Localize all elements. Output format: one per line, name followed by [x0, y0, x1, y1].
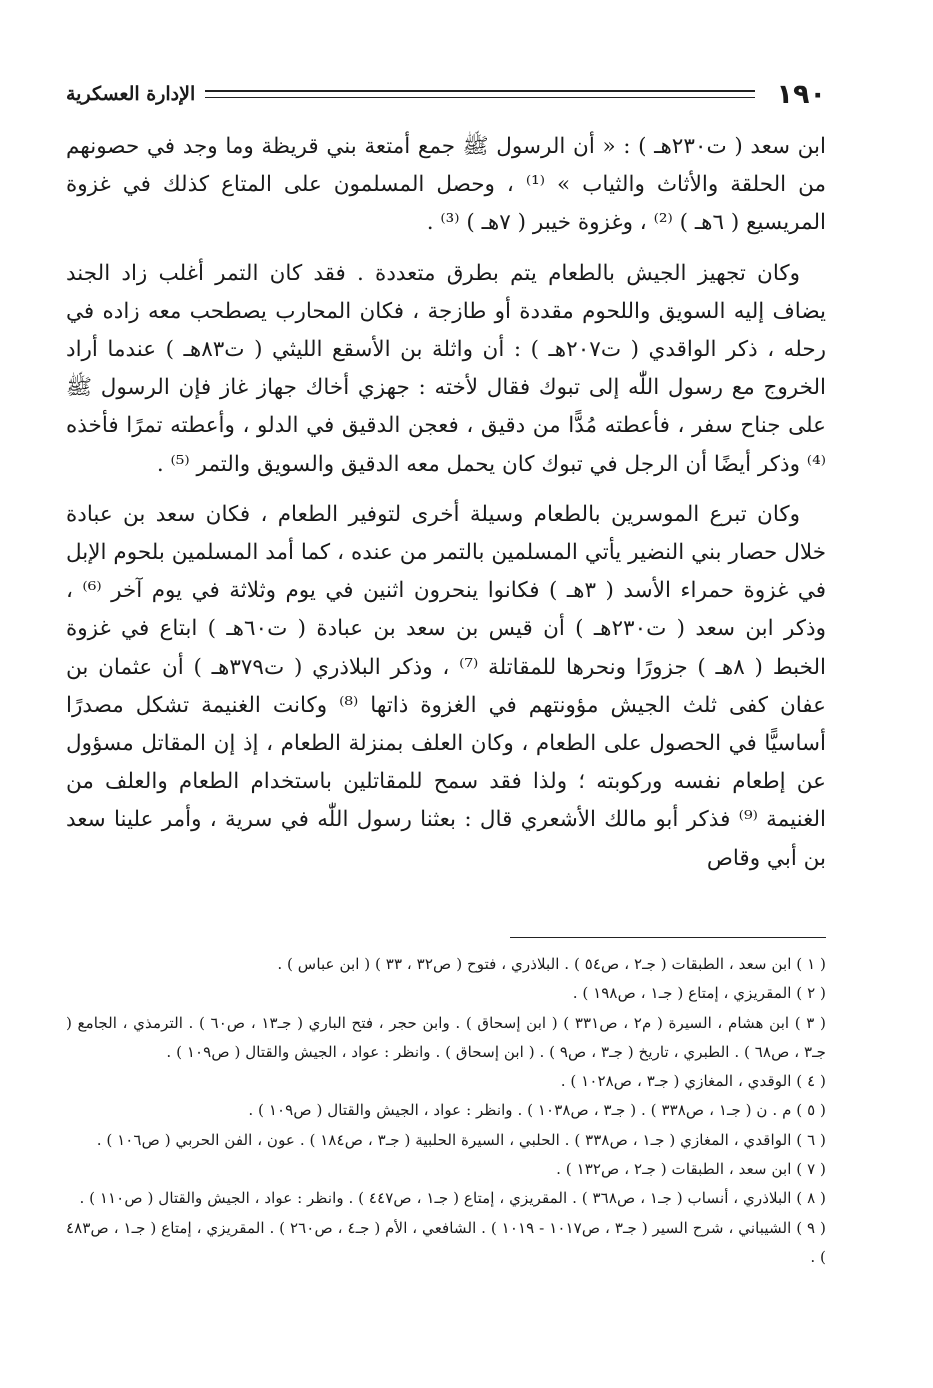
footnotes: [66, 950, 826, 1272]
running-title: الإدارة العسكرية: [66, 83, 196, 105]
page-header: [66, 74, 826, 114]
footnote: ( ٦ ) الواقدي ، المغازي ( جـ١ ، ص٣٣٨ ) . الحلبي ، السيرة الحلبية ( جـ٣ ، ص١٨٤ ) . عون ، الفن الحربي ( ص١٠٦ ) .: [96, 1130, 826, 1149]
footnote: ( ٨ ) البلاذري ، أنساب ( جـ١ ، ص٣٦٨ ) . المقريزي ، إمتاع ( جـ١ ، ص٤٤٧ ) . وانظر : عواد ، الجيش والقتال ( ص١١٠ ) .: [79, 1189, 826, 1208]
paragraph: وكان تبرع الموسرين بالطعام وسيلة أخرى لتوفير الطعام ، فكان سعد بن عبادة خلال حصار بني النضير يأتي المسلمين بالتمر من عنده ، كما أمد المسلمين بلحوم الإبل في غزوة حمراء الأسد ( ٣هـ ) فكانوا ينحرون اثنين في يوم وثلاثة في يوم آخر ⁽⁶⁾ ، وذكر ابن سعد ( ت٢٣٠هـ ) أن قيس بن سعد بن عبادة ( ت٦٠هـ ) ابتاع في غزوة الخبط ( ٨هـ ) جزورًا ونحرها للمقاتلة ⁽⁷⁾ ، وذكر البلاذري ( ت٣٧٩هـ ) أن عثمان بن عفان كفى ثلث الجيش مؤونتهم في الغزوة ذاتها ⁽⁸⁾ وكانت الغنيمة تشكل مصدرًا أساسيًّا في الحصول على الطعام ، وكان العلف بمنزلة الطعام ، إذ إن المقاتل مسؤول عن إطعام نفسه وركوبته ؛ ولذا فقد سمح للمقاتلين باستخدام الطعام والعلف من الغنيمة ⁽⁹⁾ فذكر أبو مالك الأشعري قال : بعثنا رسول اللّٰه في سرية ، وأمر علينا سعد بن أبي وقاص: [66, 501, 826, 871]
footnote-separator: [510, 937, 826, 938]
footnote: ( ١ ) ابن سعد ، الطبقات ( جـ٢ ، ص٥٤ ) . البلاذري ، فتوح ( ص٣٢ ، ٣٣ ) ( ابن عباس ) .: [277, 955, 826, 973]
paragraph: ابن سعد ( ت٢٣٠هـ ) : « أن الرسول ﷺ جمع أمتعة بني قريظة وما وجد في حصونهم من الحلقة والأثاث والثياب » ⁽¹⁾ ، وحصل المسلمون على المتاع كذلك في غزوة المريسيع ( ٦هـ ) ⁽²⁾ ، وغزوة خيبر ( ٧هـ ) ⁽³⁾ .: [66, 134, 826, 236]
footnote: ( ٥ ) م . ن ( جـ١ ، ص٣٣٨ ) . ( جـ٣ ، ص١٠٣٨ ) . وانظر : عواد ، الجيش والقتال ( ص١٠٩ ) .: [248, 1101, 826, 1120]
paragraph: وكان تجهيز الجيش بالطعام يتم بطرق متعددة . فقد كان التمر أغلب زاد الجند يضاف إليه السويق واللحوم مقددة أو طازجة ، فكان المحارب يصطحب معه زاده في رحله ، ذكر الواقدي ( ت٢٠٧هـ ) : أن واثلة بن الأسقع الليثي ( ت٨٣هـ ) عندما أراد الخروج مع رسول اللّٰه إلى تبوك فقال لأخته : جهزي أخاك جهاز غاز فإن الرسول ﷺ على جناح سفر ، فأعطته مُدًّا من دقيق ، فعجن الدقيق في الدلو ، وأعطته تمرًا فأخذه ⁽⁴⁾ وذكر أيضًا أن الرجل في تبوك كان يحمل معه الدقيق والسويق والتمر ⁽⁵⁾ .: [66, 260, 827, 477]
footnote: ( ٧ ) ابن سعد ، الطبقات ( جـ٢ ، ص١٣٢ ) .: [556, 1160, 826, 1179]
footnote: ( ٢ ) المقريزي ، إمتاع ( جـ١ ، ص١٩٨ ) .: [572, 984, 826, 1003]
footnote: ( ٩ ) الشيباني ، شرح السير ( جـ٣ ، ص١٠١٧ - ١٠١٩ ) . الشافعي ، الأم ( جـ٤ ، ص٢٦٠ ) . المقريزي ، إمتاع ( جـ١ ، ص٤٨٣ ) .: [66, 1218, 826, 1266]
page-number: ١٩٠: [776, 78, 826, 110]
footnote: ( ٣ ) ابن هشام ، السيرة ( م٢ ، ص٣٣١ ) ( ابن إسحاق ) . وابن حجر ، فتح الباري ( جـ١٣ ، ص٦٠ ) . الترمذي ، الجامع ( جـ٣ ، ص٦٨ ) . الطبري ، تاريخ ( جـ٣ ، ص٩ ) . ( ابن إسحاق ) . وانظر : عواد ، الجيش والقتال ( ص١٠٩ ) .: [66, 1013, 826, 1061]
header-rule: [205, 90, 754, 98]
main-text: [66, 128, 826, 890]
footnote: ( ٤ ) الوقدي ، المغازي ( جـ٣ ، ص١٠٢٨ ) .: [560, 1072, 826, 1091]
